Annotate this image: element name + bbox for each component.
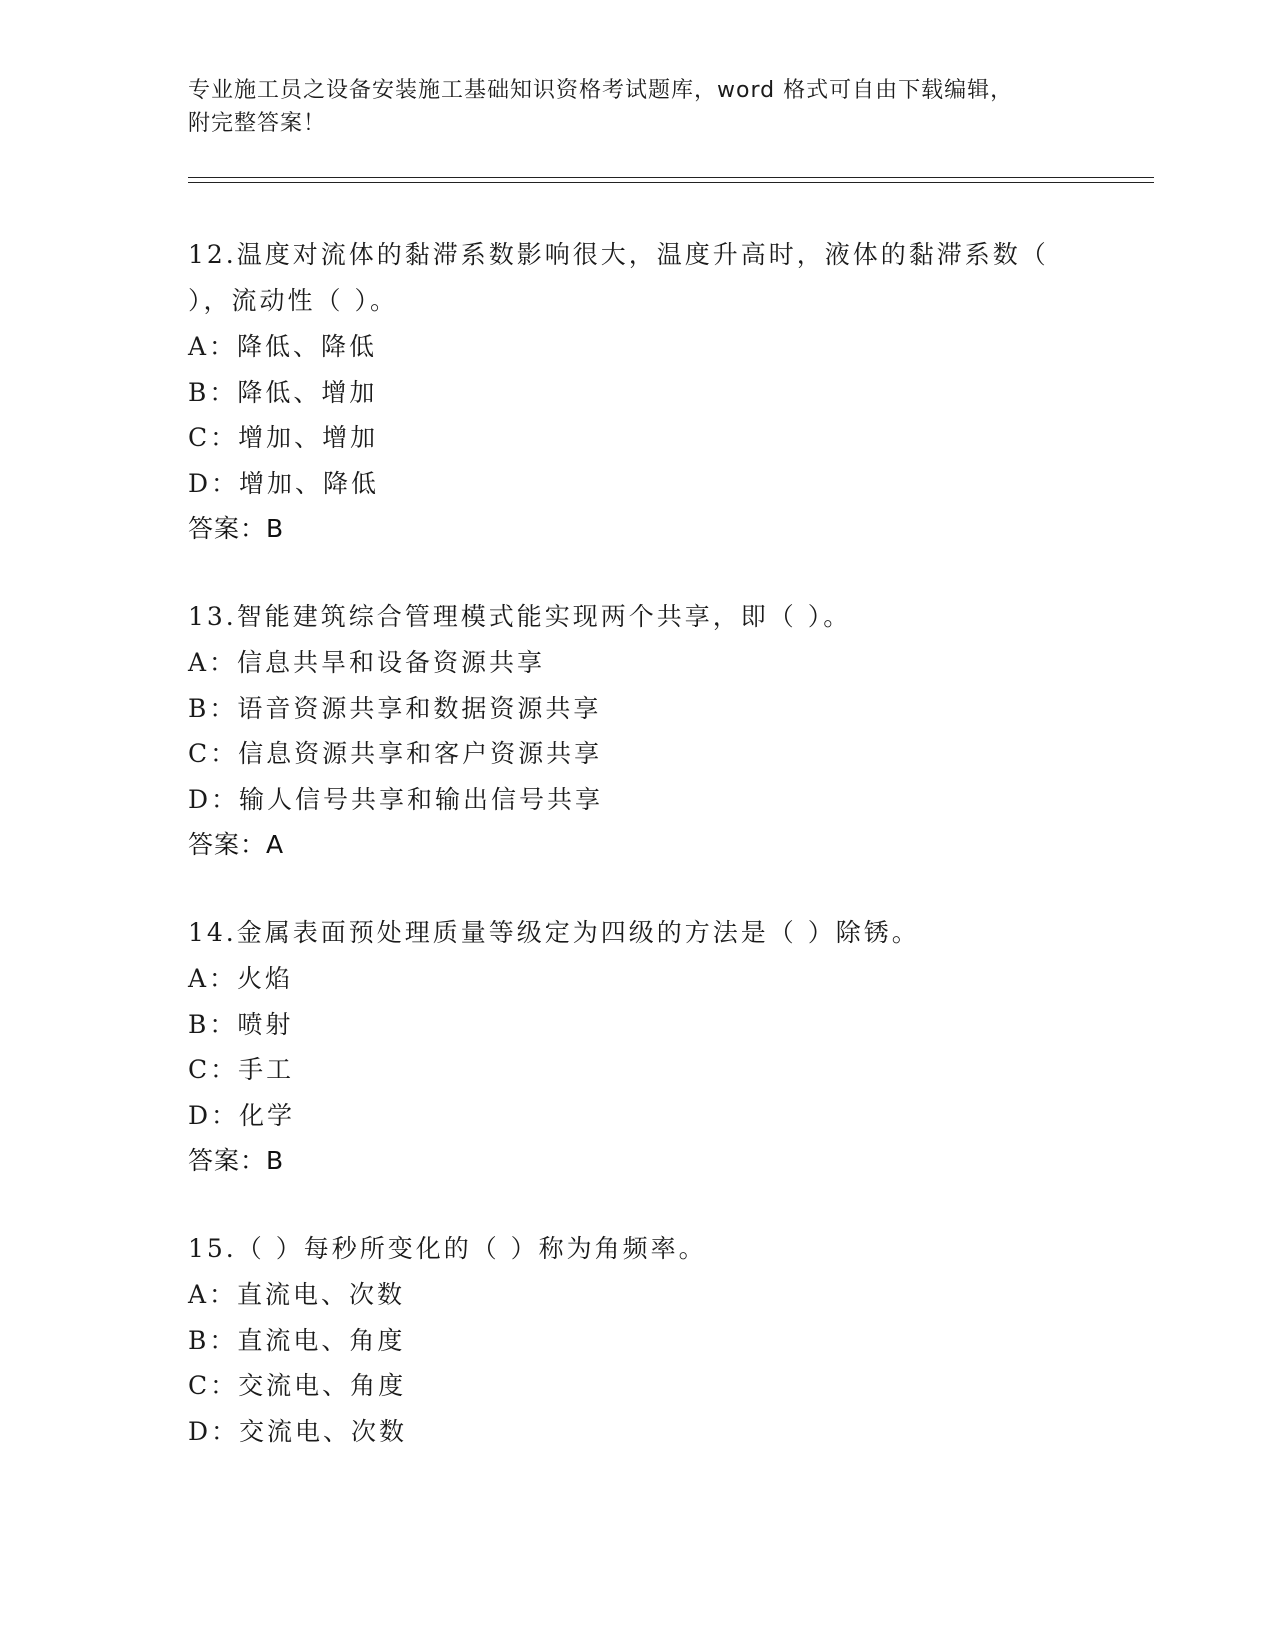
question-stem-line: 15.（ ）每秒所变化的（ ）称为角频率。	[188, 1234, 707, 1263]
question-stem-line: 12.温度对流体的黏滞系数影响很大，温度升高时，液体的黏滞系数（	[188, 240, 1049, 269]
question-stem-line: 13.智能建筑综合管理模式能实现两个共享，即（ ）。	[188, 602, 852, 631]
option-b: B：降低、增加	[188, 377, 378, 407]
answer-label: 答案：B	[188, 1146, 285, 1175]
option-a: A：直流电、次数	[188, 1280, 406, 1309]
option-b: B：喷射	[188, 1009, 294, 1039]
question-stem	[188, 232, 1088, 324]
header-divider-bottom	[188, 182, 1154, 183]
question-stem	[188, 1226, 1088, 1272]
question-12	[188, 232, 1088, 552]
option-d: D：交流电、次数	[188, 1416, 408, 1446]
option-b: B：直流电、角度	[188, 1325, 406, 1355]
question-15	[188, 1226, 1088, 1454]
document-header	[188, 74, 1078, 140]
option-d: D：输人信号共享和输出信号共享	[188, 784, 604, 814]
option-d: D：增加、降低	[188, 468, 380, 498]
question-13	[188, 594, 1088, 868]
option-a: A：降低、降低	[188, 332, 378, 361]
answer-label: 答案：A	[188, 830, 285, 859]
question-list	[188, 232, 1088, 1496]
option-a: A：信息共旱和设备资源共享	[188, 648, 546, 677]
header-line-1: 专业施工员之设备安装施工基础知识资格考试题库，word 格式可自由下载编辑，	[188, 78, 1014, 103]
option-d: D：化学	[188, 1100, 296, 1130]
option-a: A：火焰	[188, 964, 294, 993]
header-line-2: 附完整答案！	[188, 111, 327, 136]
option-c: C：信息资源共享和客户资源共享	[188, 739, 603, 768]
option-c: C：交流电、角度	[188, 1371, 407, 1400]
answer-label: 答案：B	[188, 514, 285, 543]
question-stem-line: ），流动性（ ）。	[188, 286, 398, 315]
option-c: C：手工	[188, 1055, 295, 1084]
option-c: C：增加、增加	[188, 423, 379, 452]
question-stem	[188, 910, 1088, 956]
option-b: B：语音资源共享和数据资源共享	[188, 693, 602, 723]
question-stem	[188, 594, 1088, 640]
question-stem-line: 14.金属表面预处理质量等级定为四级的方法是（ ）除锈。	[188, 918, 920, 947]
question-14	[188, 910, 1088, 1184]
header-divider-top	[188, 177, 1154, 178]
